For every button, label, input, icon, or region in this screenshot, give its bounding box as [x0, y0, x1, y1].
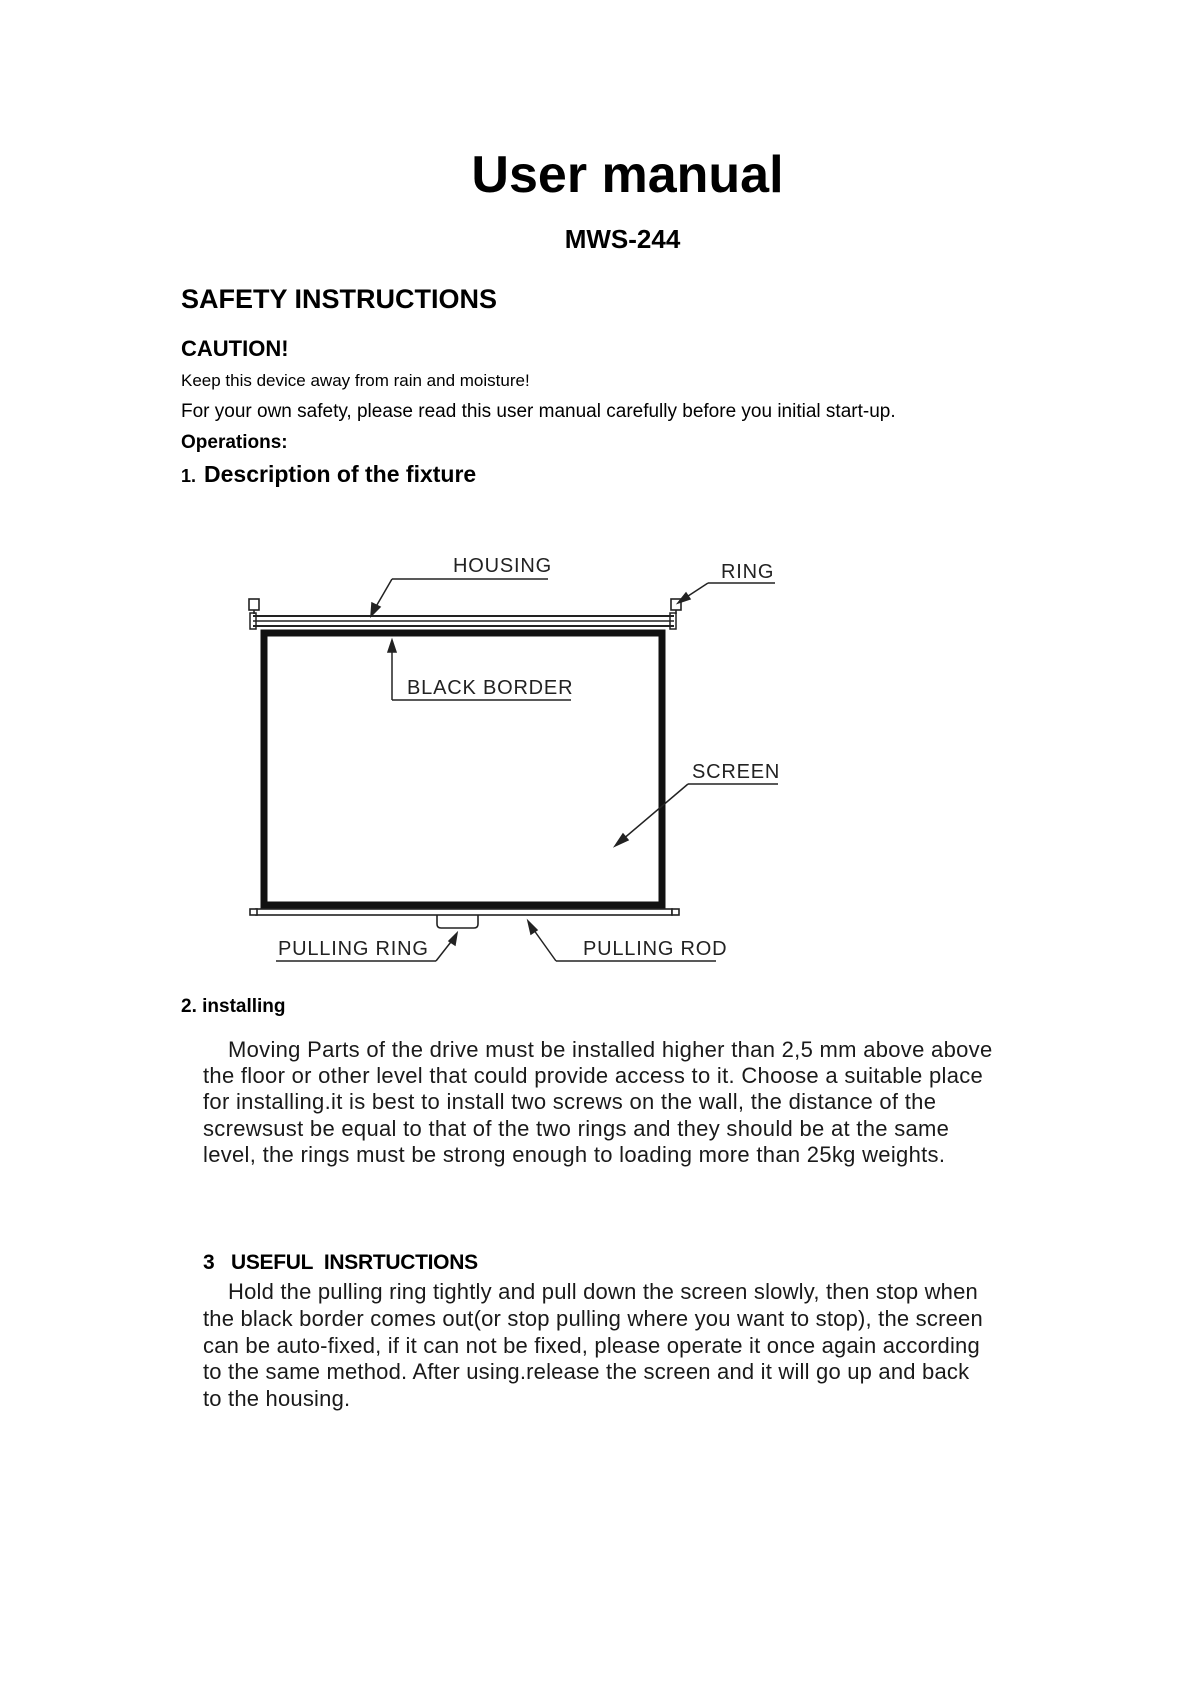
pulling-ring-handle: [437, 915, 478, 928]
housing-leader: [371, 579, 548, 616]
label-ring: RING: [721, 561, 775, 583]
label-black-border: BLACK BORDER: [407, 677, 574, 699]
label-pulling-rod: PULLING ROD: [583, 938, 728, 960]
ring-left: [249, 599, 259, 614]
caution-line-1: Keep this device away from rain and moisture!: [181, 371, 530, 390]
label-screen: SCREEN: [692, 761, 781, 783]
section-3-body-text: Hold the pulling ring tightly and pull down the screen slowly, then stop when the black border comes out(or stop pulling where you want to stop), the screen can be auto-fixed, if it can not be fixed, please operate it once again according to the same method. After using.release the screen and it will go up and back to the housing.: [203, 1279, 983, 1412]
section-2-body: [203, 1037, 1003, 1168]
housing-tube: [250, 613, 676, 629]
label-pulling-ring: PULLING RING: [278, 938, 429, 960]
section-2-heading: 2. installing: [181, 996, 286, 1017]
safety-heading: SAFETY INSTRUCTIONS: [181, 284, 498, 314]
ring-leader: [678, 583, 775, 603]
document-title: User manual: [471, 146, 784, 204]
section-1-number: 1.: [181, 466, 197, 486]
section-3-heading: 3 USEFUL INSRTUCTIONS: [203, 1251, 478, 1274]
label-housing: HOUSING: [453, 555, 552, 577]
caution-line-2: For your own safety, please read this user manual carefully before you initial start-up.: [181, 401, 896, 422]
model-number: MWS-244: [564, 224, 681, 254]
section-3-body: [203, 1279, 993, 1413]
caution-heading: CAUTION!: [181, 336, 289, 361]
pulling-rod: [250, 909, 679, 915]
screen-frame: [264, 633, 662, 905]
section-2-body-text: Moving Parts of the drive must be installed higher than 2,5 mm above above the floor or other level that could provide access to it. Choose a suitable place for installing.it is best to install two screws on the wall, the distance of the screwsust be equal to that of the two rings and they should be at the same level, the rings must be strong enough to loading more than 25kg weights.: [203, 1037, 993, 1167]
operations-label: Operations:: [181, 432, 288, 453]
section-1-title: Description of the fixture: [204, 461, 477, 487]
